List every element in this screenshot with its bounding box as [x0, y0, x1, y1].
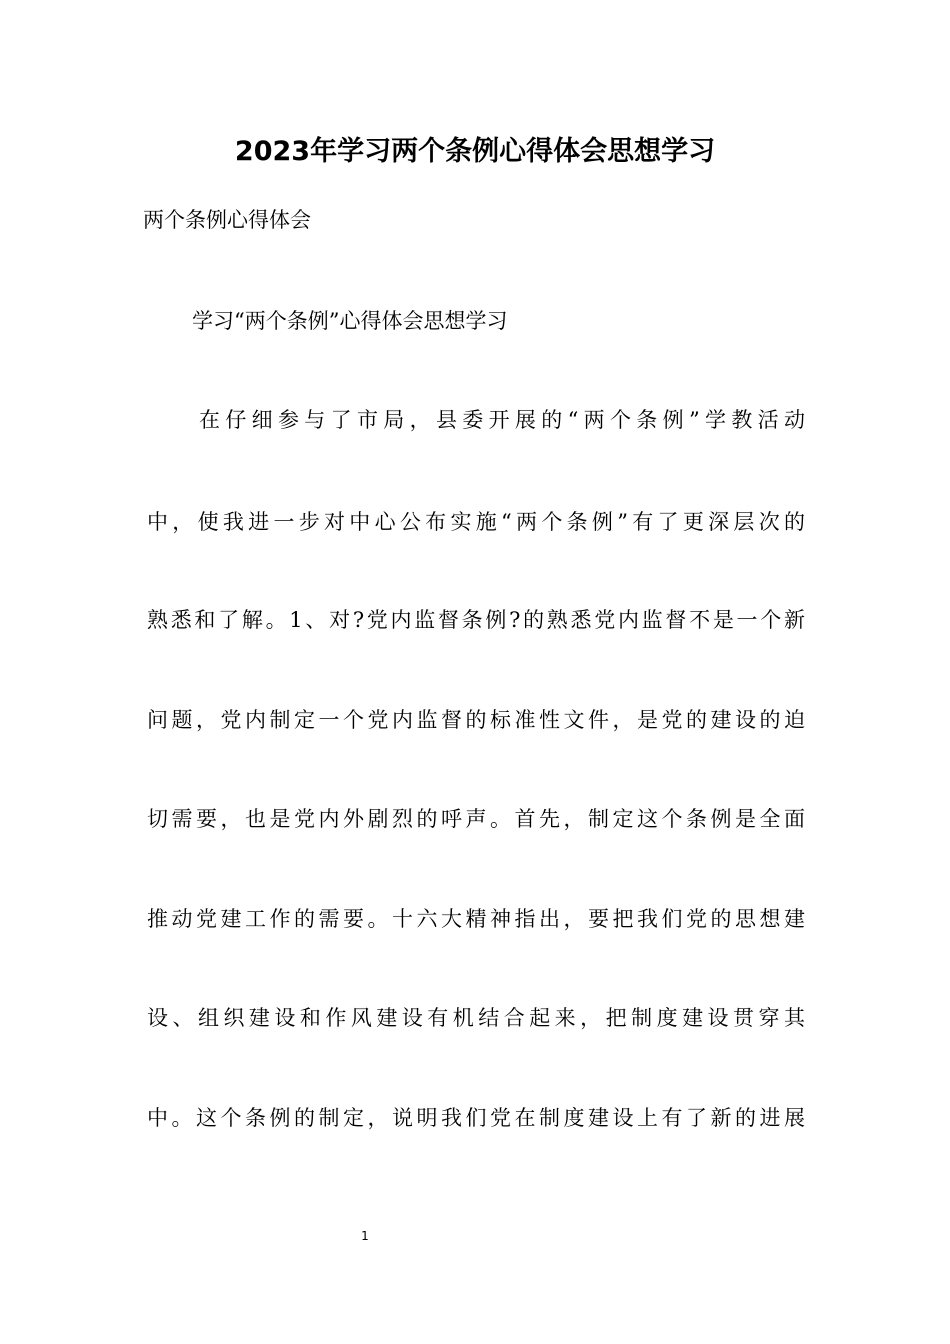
body-line: 推动党建工作的需要。十六大精神指出，要把我们党的思想建 — [147, 907, 805, 931]
body-line: 在仔细参与了市局，县委开展的“两个条例”学教活动 — [199, 408, 805, 432]
body-line: 中，使我进一步对中心公布实施“两个条例”有了更深层次的 — [147, 510, 805, 534]
page-title: 2023年学习两个条例心得体会思想学习 — [234, 136, 716, 167]
section-heading: 学习“两个条例”心得体会思想学习 — [192, 309, 508, 333]
body-line: 问题，党内制定一个党内监督的标准性文件，是党的建设的迫 — [147, 708, 805, 732]
document-subtitle: 两个条例心得体会 — [143, 208, 311, 232]
body-line: 切需要，也是党内外剧烈的呼声。首先，制定这个条例是全面 — [147, 807, 805, 831]
body-line: 熟悉和了解。1、对?党内监督条例?的熟悉党内监督不是一个新 — [147, 608, 805, 632]
page-number: 1 — [361, 1229, 369, 1243]
body-line: 中。这个条例的制定，说明我们党在制度建设上有了新的进展 — [147, 1106, 805, 1130]
body-line: 设、组织建设和作风建设有机结合起来，把制度建设贯穿其 — [147, 1006, 805, 1030]
